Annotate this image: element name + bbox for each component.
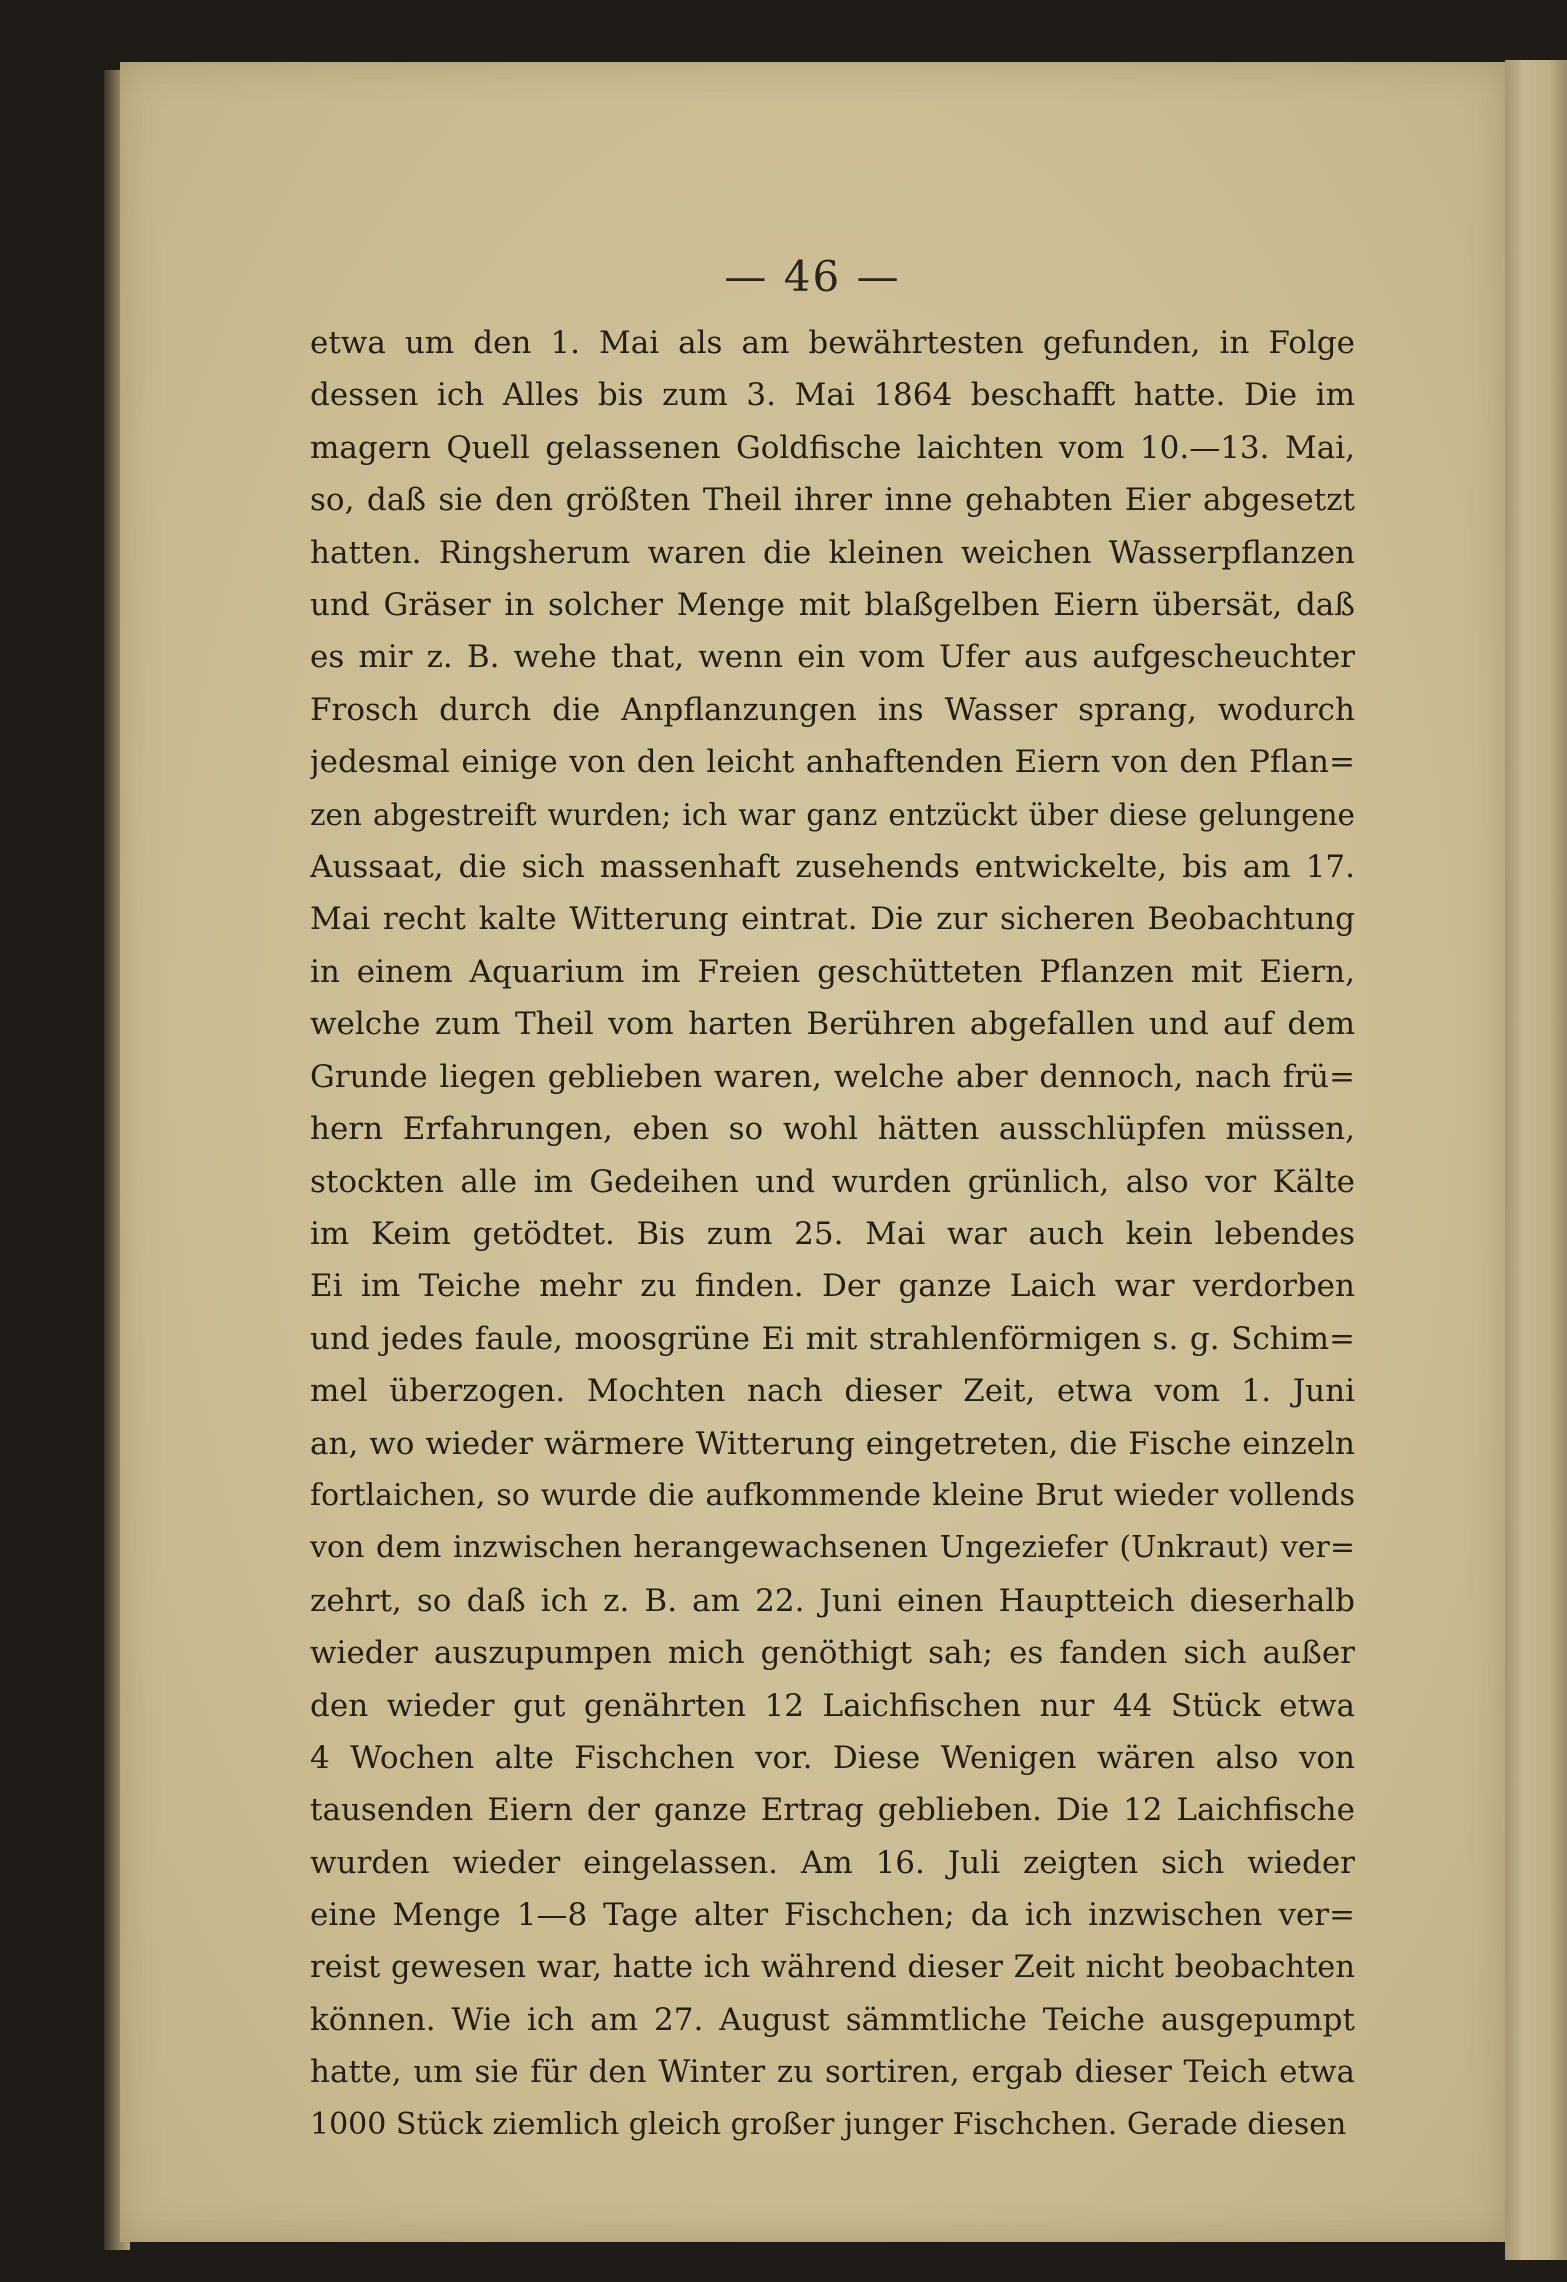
- text-line: dessen ich Alles bis zum 3. Mai 1864 beschafft hatte. Die im: [310, 377, 1355, 414]
- text-line: hatten. Ringsherum waren die kleinen weichen Wasserpflanzen: [310, 534, 1355, 571]
- book-page: [120, 62, 1505, 2242]
- facing-page-edge: [1505, 60, 1567, 2260]
- text-line: mel überzogen. Mochten nach dieser Zeit, etwa vom 1. Juni: [310, 1373, 1355, 1410]
- text-line: es mir z. B. wehe that, wenn ein vom Ufer aus aufgescheuchter: [310, 639, 1355, 676]
- text-line: stockten alle im Gedeihen und wurden grünlich, also vor Kälte: [310, 1163, 1355, 1200]
- text-line: können. Wie ich am 27. August sämmtliche Teiche ausgepumpt: [310, 2002, 1355, 2038]
- text-line: magern Quell gelassenen Goldfische laichten vom 10.—13. Mai,: [310, 429, 1355, 466]
- text-line: und Gräser in solcher Menge mit blaßgelben Eiern übersät, daß: [310, 587, 1355, 624]
- text-line: Ei im Teiche mehr zu finden. Der ganze Laich war verdorben: [310, 1268, 1355, 1305]
- page-number: — 46 —: [724, 252, 901, 301]
- text-line: so, daß sie den größten Theil ihrer inne gehabten Eier abgesetzt: [310, 482, 1355, 519]
- text-line: Aussaat, die sich massenhaft zusehends entwickelte, bis am 17.: [310, 849, 1355, 886]
- text-line: den wieder gut genährten 12 Laichfischen nur 44 Stück etwa: [310, 1687, 1355, 1724]
- text-line: eine Menge 1—8 Tage alter Fischchen; da ich inzwischen ver=: [310, 1897, 1355, 1934]
- text-line: tausenden Eiern der ganze Ertrag geblieben. Die 12 Laichfische: [310, 1792, 1355, 1829]
- text-line: und jedes faule, moosgrüne Ei mit strahlenförmigen s. g. Schim=: [310, 1320, 1355, 1357]
- body-text: [310, 317, 1355, 2151]
- text-line: an, wo wieder wärmere Witterung eingetreten, die Fische einzeln: [310, 1425, 1355, 1462]
- text-line: 1000 Stück ziemlich gleich großer junger Fischchen. Gerade diesen: [310, 2106, 1347, 2142]
- text-line: Frosch durch die Anpflanzungen ins Wasser sprang, wodurch: [310, 691, 1355, 728]
- text-line: fortlaichen, so wurde die aufkommende kleine Brut wieder vollends: [310, 1477, 1355, 1513]
- text-line: von dem inzwischen herangewachsenen Ungeziefer (Unkraut) ver=: [310, 1530, 1355, 1566]
- text-line: Grunde liegen geblieben waren, welche aber dennoch, nach frü=: [310, 1058, 1355, 1095]
- text-line: 4 Wochen alte Fischchen vor. Diese Wenigen wären also von: [310, 1739, 1355, 1776]
- text-line: etwa um den 1. Mai als am bewährtesten gefunden, in Folge: [310, 325, 1355, 361]
- text-line: Mai recht kalte Witterung eintrat. Die zur sicheren Beobachtung: [310, 901, 1355, 938]
- text-line: zehrt, so daß ich z. B. am 22. Juni einen Hauptteich dieserhalb: [310, 1582, 1355, 1619]
- text-line: reist gewesen war, hatte ich während dieser Zeit nicht beobachten: [310, 1949, 1355, 1985]
- text-line: hatte, um sie für den Winter zu sortiren, ergab dieser Teich etwa: [310, 2054, 1355, 2091]
- text-line: zen abgestreift wurden; ich war ganz entzückt über diese gelungene: [310, 797, 1355, 832]
- text-line: wurden wieder eingelassen. Am 16. Juli zeigten sich wieder: [310, 1844, 1355, 1881]
- text-line: hern Erfahrungen, eben so wohl hätten ausschlüpfen müssen,: [310, 1111, 1355, 1148]
- text-line: wieder auszupumpen mich genöthigt sah; es fanden sich außer: [310, 1635, 1355, 1672]
- text-line: jedesmal einige von den leicht anhaftenden Eiern von den Pflan=: [310, 744, 1355, 781]
- text-line: im Keim getödtet. Bis zum 25. Mai war auch kein lebendes: [310, 1215, 1355, 1252]
- text-line: welche zum Theil vom harten Berühren abgefallen und auf dem: [310, 1006, 1355, 1043]
- text-line: in einem Aquarium im Freien geschütteten Pflanzen mit Eiern,: [310, 953, 1355, 990]
